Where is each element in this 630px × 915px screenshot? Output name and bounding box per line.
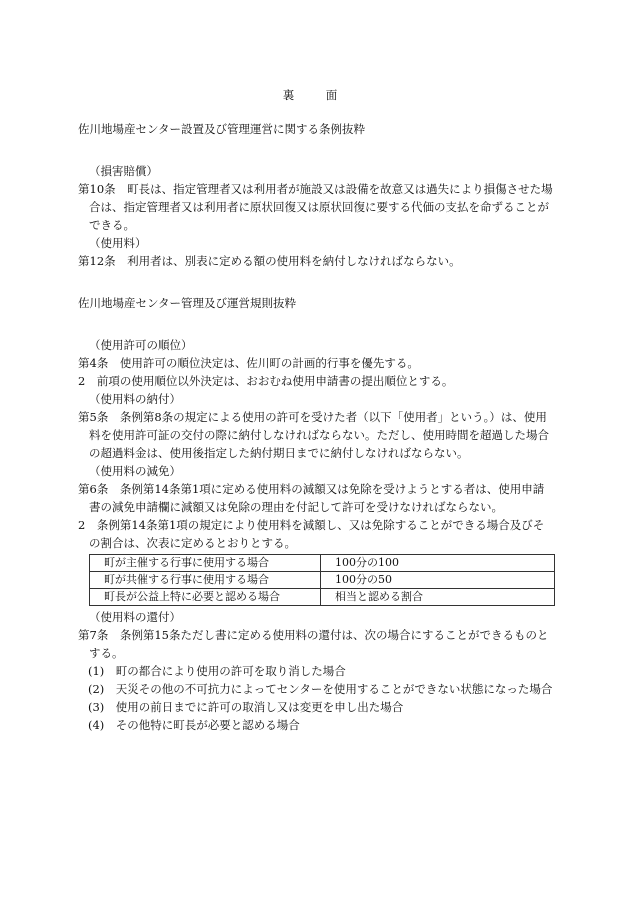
caption-order: （使用許可の順位） — [89, 338, 193, 352]
list-item: (1) 町の都合により使用の許可を取り消した場合 — [88, 664, 346, 678]
list-item: (2) 天災その他の不可抗力によってセンターを使用することができない状態になった場合 — [88, 682, 553, 696]
caption-damage: （損害賠償） — [89, 164, 158, 178]
table-cell-case: 町が主催する行事に使用する場合 — [90, 555, 321, 572]
list-item: (3) 使用の前日までに許可の取消し又は変更を申し出た場合 — [88, 700, 404, 714]
caption-fee: （使用料） — [89, 236, 147, 250]
caption-refund: （使用料の還付） — [89, 610, 181, 624]
page-title: 裏 面 — [282, 88, 348, 102]
table-cell-ratio: 100分の100 — [321, 555, 555, 572]
article-6-paragraph-2: 2 条例第14条第1項の規定により使用料を減額し、又は免除することができる場合及びその割合は、次表に定めるとおりとする。 — [78, 518, 545, 550]
table-row — [90, 589, 555, 606]
section-heading-rules: 佐川地場産センター管理及び運営規則抜粋 — [78, 296, 297, 310]
caption-payment: （使用料の納付） — [89, 392, 181, 406]
document-body — [78, 120, 554, 734]
caption-reduction: （使用料の減免） — [89, 464, 181, 478]
table-cell-ratio: 100分の50 — [321, 572, 555, 589]
table-row — [90, 555, 555, 572]
article-5: 第5条 条例第8条の規定による使用の許可を受けた者（以下「使用者」という。）は、使用料を使用許可証の交付の際に納付しなければならない。ただし、使用時間を超過した場合の超過料金は、使用後指定した納付期日までに納付しなければならない。 — [78, 410, 549, 460]
article-10: 第10条 町長は、指定管理者又は利用者が施設又は設備を故意又は過失により損傷させた場合は、指定管理者又は利用者に原状回復又は原状回復に要する代価の支払を命ずることができる。 — [78, 182, 553, 232]
article-4: 第4条 使用許可の順位決定は、佐川町の計画的行事を優先する。 — [78, 356, 419, 370]
list-item: (4) その他特に町長が必要と認める場合 — [88, 718, 300, 732]
reduction-table — [89, 554, 555, 606]
table-cell-case: 町長が公益上特に必要と認める場合 — [90, 589, 321, 606]
article-12: 第12条 利用者は、別表に定める額の使用料を納付しなければならない。 — [78, 254, 461, 268]
table-cell-ratio: 相当と認める割合 — [321, 589, 555, 606]
section-heading-ordinance: 佐川地場産センター設置及び管理運営に関する条例抜粋 — [78, 122, 366, 136]
table-cell-case: 町が共催する行事に使用する場合 — [90, 572, 321, 589]
article-7: 第7条 条例第15条ただし書に定める使用料の還付は、次の場合にすることができるものとする。 — [78, 628, 549, 660]
article-6: 第6条 条例第14条第1項に定める使用料の減額又は免除を受けようとする者は、使用申請書の減免申請欄に減額又は免除の理由を付記して許可を受けなければならない。 — [78, 482, 545, 514]
table-row — [90, 572, 555, 589]
article-4-paragraph-2: 2 前項の使用順位以外決定は、おおむね使用申請書の提出順位とする。 — [78, 374, 454, 388]
